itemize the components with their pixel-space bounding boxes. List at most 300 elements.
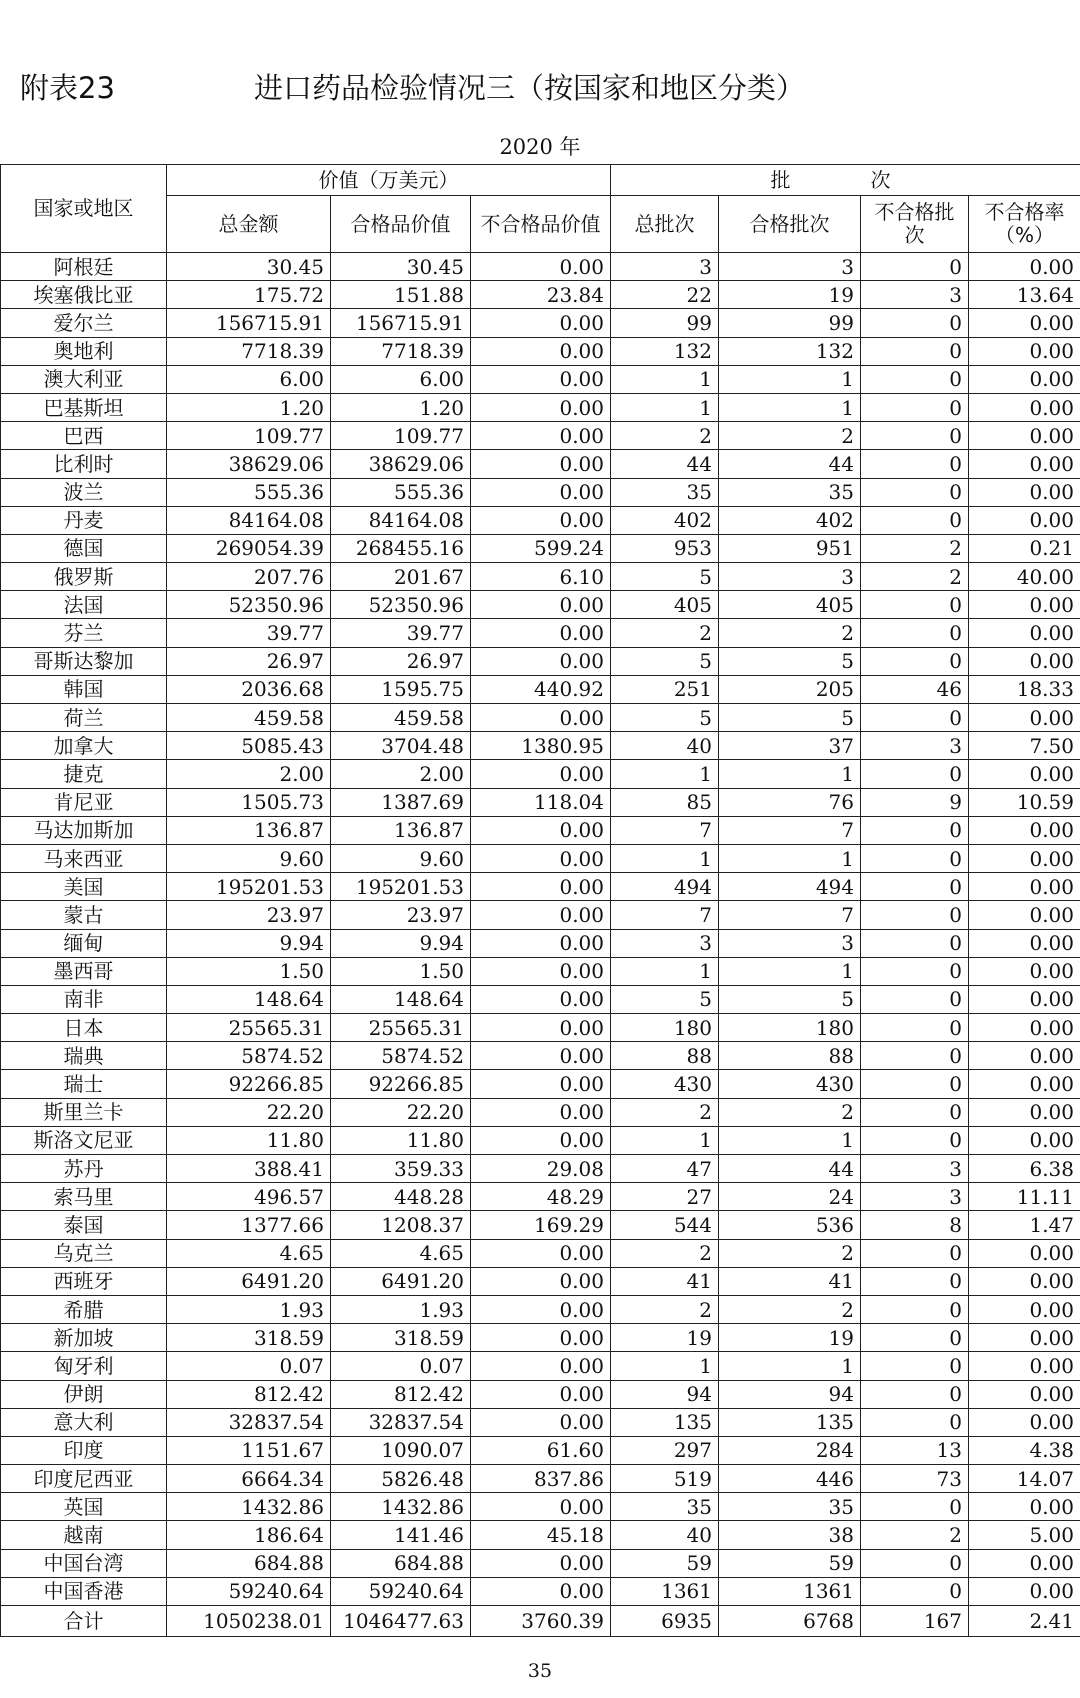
value-cell: 684.88 <box>331 1549 471 1577</box>
value-cell: 5 <box>719 985 861 1013</box>
value-cell: 5874.52 <box>331 1042 471 1070</box>
value-cell: 169.29 <box>471 1211 611 1239</box>
col-header-country: 国家或地区 <box>1 165 167 253</box>
value-cell: 5 <box>719 704 861 732</box>
value-cell: 0.00 <box>471 1042 611 1070</box>
value-cell: 11.80 <box>167 1126 331 1154</box>
table-row <box>1 1577 1080 1605</box>
value-cell: 52350.96 <box>167 591 331 619</box>
col-header-total-amount: 总金额 <box>167 196 331 253</box>
value-cell: 5826.48 <box>331 1465 471 1493</box>
value-cell: 59 <box>611 1549 719 1577</box>
value-cell: 0 <box>861 619 969 647</box>
value-cell: 23.97 <box>331 901 471 929</box>
table-row <box>1 1126 1080 1154</box>
value-cell: 0.00 <box>969 506 1080 534</box>
value-cell: 0.00 <box>471 1380 611 1408</box>
value-cell: 38 <box>719 1521 861 1549</box>
table-row <box>1 1380 1080 1408</box>
value-cell: 0 <box>861 1408 969 1436</box>
value-cell: 48.29 <box>471 1183 611 1211</box>
value-cell: 0.00 <box>471 929 611 957</box>
table-row <box>1 422 1080 450</box>
value-cell: 0 <box>861 873 969 901</box>
col-header-unqualified-batches: 不合格批次 <box>861 196 969 253</box>
value-cell: 0 <box>861 1577 969 1605</box>
value-cell: 1 <box>611 957 719 985</box>
value-cell: 156715.91 <box>167 309 331 337</box>
value-cell: 0.00 <box>969 844 1080 872</box>
value-cell: 0.00 <box>471 873 611 901</box>
table-number: 附表23 <box>20 71 115 105</box>
value-cell: 0 <box>861 704 969 732</box>
table-row <box>1 1042 1080 1070</box>
value-cell: 430 <box>719 1070 861 1098</box>
value-cell: 405 <box>611 591 719 619</box>
value-cell: 4.38 <box>969 1436 1080 1464</box>
country-cell: 希腊 <box>1 1295 167 1323</box>
value-cell: 0.00 <box>471 1070 611 1098</box>
country-cell: 墨西哥 <box>1 957 167 985</box>
table-row <box>1 1239 1080 1267</box>
table-row <box>1 985 1080 1013</box>
value-cell: 195201.53 <box>167 873 331 901</box>
value-cell: 459.58 <box>331 704 471 732</box>
value-cell: 0.00 <box>969 704 1080 732</box>
value-cell: 180 <box>719 1014 861 1042</box>
value-cell: 0.00 <box>471 1267 611 1295</box>
table-row <box>1 1324 1080 1352</box>
value-cell: 7718.39 <box>331 337 471 365</box>
table-row <box>1 281 1080 309</box>
value-cell: 109.77 <box>167 422 331 450</box>
value-cell: 1 <box>719 760 861 788</box>
value-cell: 0.00 <box>471 422 611 450</box>
country-cell: 马达加斯加 <box>1 816 167 844</box>
table-row <box>1 478 1080 506</box>
value-cell: 1387.69 <box>331 788 471 816</box>
table-row <box>1 675 1080 703</box>
value-cell: 555.36 <box>331 478 471 506</box>
value-cell: 88 <box>611 1042 719 1070</box>
value-cell: 1505.73 <box>167 788 331 816</box>
country-cell: 德国 <box>1 534 167 562</box>
value-cell: 175.72 <box>167 281 331 309</box>
value-cell: 13 <box>861 1436 969 1464</box>
value-cell: 92266.85 <box>167 1070 331 1098</box>
value-cell: 0.00 <box>471 309 611 337</box>
value-cell: 0.00 <box>471 393 611 421</box>
value-cell: 402 <box>611 506 719 534</box>
table-row <box>1 957 1080 985</box>
country-cell: 丹麦 <box>1 506 167 534</box>
total-row <box>1 1606 1080 1637</box>
value-cell: 0.00 <box>969 1070 1080 1098</box>
country-cell: 西班牙 <box>1 1267 167 1295</box>
value-cell: 2 <box>861 534 969 562</box>
value-cell: 459.58 <box>167 704 331 732</box>
value-cell: 52350.96 <box>331 591 471 619</box>
table-row <box>1 1493 1080 1521</box>
value-cell: 0 <box>861 844 969 872</box>
value-cell: 9.94 <box>167 929 331 957</box>
value-cell: 0.00 <box>471 253 611 281</box>
value-cell: 0.00 <box>471 1408 611 1436</box>
value-cell: 0.00 <box>471 365 611 393</box>
value-cell: 148.64 <box>167 985 331 1013</box>
value-cell: 0.00 <box>471 1098 611 1126</box>
value-cell: 85 <box>611 788 719 816</box>
value-cell: 40 <box>611 1521 719 1549</box>
value-cell: 318.59 <box>167 1324 331 1352</box>
value-cell: 2.00 <box>167 760 331 788</box>
value-cell: 7 <box>611 901 719 929</box>
value-cell: 30.45 <box>167 253 331 281</box>
table-row <box>1 816 1080 844</box>
value-cell: 0.00 <box>471 901 611 929</box>
value-cell: 0.00 <box>969 1549 1080 1577</box>
country-cell: 蒙古 <box>1 901 167 929</box>
value-cell: 5 <box>611 563 719 591</box>
value-cell: 59 <box>719 1549 861 1577</box>
value-cell: 0 <box>861 393 969 421</box>
value-cell: 6.00 <box>331 365 471 393</box>
value-cell: 2 <box>611 619 719 647</box>
country-cell: 日本 <box>1 1014 167 1042</box>
value-cell: 39.77 <box>331 619 471 647</box>
value-cell: 544 <box>611 1211 719 1239</box>
value-cell: 6664.34 <box>167 1465 331 1493</box>
value-cell: 1 <box>719 365 861 393</box>
table-row <box>1 1295 1080 1323</box>
value-cell: 0.00 <box>969 1408 1080 1436</box>
value-cell: 0.00 <box>471 1493 611 1521</box>
value-cell: 494 <box>719 873 861 901</box>
value-cell: 0.00 <box>471 816 611 844</box>
value-cell: 2 <box>611 422 719 450</box>
table-row <box>1 1267 1080 1295</box>
country-cell: 奥地利 <box>1 337 167 365</box>
country-cell: 捷克 <box>1 760 167 788</box>
country-cell: 印度 <box>1 1436 167 1464</box>
value-cell: 0.07 <box>331 1352 471 1380</box>
value-cell: 7 <box>719 901 861 929</box>
value-cell: 180 <box>611 1014 719 1042</box>
value-cell: 430 <box>611 1070 719 1098</box>
value-cell: 45.18 <box>471 1521 611 1549</box>
value-cell: 141.46 <box>331 1521 471 1549</box>
value-cell: 44 <box>611 450 719 478</box>
value-cell: 2 <box>861 563 969 591</box>
value-cell: 0.00 <box>969 1352 1080 1380</box>
country-cell: 巴西 <box>1 422 167 450</box>
table-row <box>1 365 1080 393</box>
value-cell: 0.00 <box>471 337 611 365</box>
value-cell: 953 <box>611 534 719 562</box>
value-cell: 61.60 <box>471 1436 611 1464</box>
document-header <box>20 68 1060 112</box>
value-cell: 30.45 <box>331 253 471 281</box>
value-cell: 201.67 <box>331 563 471 591</box>
country-cell: 苏丹 <box>1 1155 167 1183</box>
value-cell: 3 <box>611 929 719 957</box>
country-cell: 荷兰 <box>1 704 167 732</box>
value-cell: 4.65 <box>167 1239 331 1267</box>
value-cell: 440.92 <box>471 675 611 703</box>
value-cell: 3 <box>719 929 861 957</box>
value-cell: 19 <box>719 1324 861 1352</box>
table-row <box>1 647 1080 675</box>
value-cell: 0.00 <box>969 1324 1080 1352</box>
value-cell: 7718.39 <box>167 337 331 365</box>
value-cell: 1 <box>611 760 719 788</box>
value-cell: 13.64 <box>969 281 1080 309</box>
value-cell: 11.11 <box>969 1183 1080 1211</box>
value-cell: 2 <box>861 1521 969 1549</box>
value-cell: 23.97 <box>167 901 331 929</box>
value-cell: 11.80 <box>331 1126 471 1154</box>
value-cell: 94 <box>611 1380 719 1408</box>
value-cell: 6.10 <box>471 563 611 591</box>
value-cell: 35 <box>611 478 719 506</box>
value-cell: 297 <box>611 1436 719 1464</box>
country-cell: 马来西亚 <box>1 844 167 872</box>
value-cell: 0.00 <box>969 591 1080 619</box>
value-cell: 268455.16 <box>331 534 471 562</box>
value-cell: 0.21 <box>969 534 1080 562</box>
value-cell: 6935 <box>611 1606 719 1637</box>
value-cell: 536 <box>719 1211 861 1239</box>
value-cell: 1050238.01 <box>167 1606 331 1637</box>
value-cell: 22 <box>611 281 719 309</box>
value-cell: 0.00 <box>969 985 1080 1013</box>
value-cell: 32837.54 <box>167 1408 331 1436</box>
value-cell: 118.04 <box>471 788 611 816</box>
value-cell: 0 <box>861 929 969 957</box>
country-cell: 印度尼西亚 <box>1 1465 167 1493</box>
value-cell: 6.38 <box>969 1155 1080 1183</box>
value-cell: 47 <box>611 1155 719 1183</box>
value-cell: 0 <box>861 1324 969 1352</box>
value-cell: 684.88 <box>167 1549 331 1577</box>
value-cell: 4.65 <box>331 1239 471 1267</box>
value-cell: 136.87 <box>331 816 471 844</box>
country-cell: 澳大利亚 <box>1 365 167 393</box>
value-cell: 1 <box>611 365 719 393</box>
value-cell: 0.00 <box>969 1577 1080 1605</box>
value-cell: 136.87 <box>167 816 331 844</box>
value-cell: 1595.75 <box>331 675 471 703</box>
country-cell: 意大利 <box>1 1408 167 1436</box>
value-cell: 195201.53 <box>331 873 471 901</box>
value-cell: 6.00 <box>167 365 331 393</box>
value-cell: 135 <box>611 1408 719 1436</box>
table-row <box>1 1183 1080 1211</box>
value-cell: 0.07 <box>167 1352 331 1380</box>
value-cell: 3704.48 <box>331 732 471 760</box>
value-cell: 76 <box>719 788 861 816</box>
value-cell: 555.36 <box>167 478 331 506</box>
value-cell: 0 <box>861 901 969 929</box>
value-cell: 24 <box>719 1183 861 1211</box>
value-cell: 2 <box>719 1295 861 1323</box>
value-cell: 402 <box>719 506 861 534</box>
value-cell: 1380.95 <box>471 732 611 760</box>
value-cell: 32837.54 <box>331 1408 471 1436</box>
value-cell: 9.60 <box>167 844 331 872</box>
inspection-table <box>0 164 1080 1637</box>
value-cell: 35 <box>719 478 861 506</box>
table-row <box>1 1465 1080 1493</box>
value-cell: 3 <box>861 281 969 309</box>
value-cell: 3 <box>861 1155 969 1183</box>
value-cell: 9.60 <box>331 844 471 872</box>
table-row <box>1 1211 1080 1239</box>
value-cell: 59240.64 <box>331 1577 471 1605</box>
value-cell: 1 <box>719 844 861 872</box>
value-cell: 1151.67 <box>167 1436 331 1464</box>
value-cell: 0 <box>861 309 969 337</box>
value-cell: 23.84 <box>471 281 611 309</box>
value-cell: 251 <box>611 675 719 703</box>
country-cell: 中国香港 <box>1 1577 167 1605</box>
value-cell: 26.97 <box>331 647 471 675</box>
table-row <box>1 1549 1080 1577</box>
value-cell: 0.00 <box>471 506 611 534</box>
country-cell: 英国 <box>1 1493 167 1521</box>
value-cell: 0 <box>861 760 969 788</box>
value-cell: 318.59 <box>331 1324 471 1352</box>
value-cell: 10.59 <box>969 788 1080 816</box>
value-cell: 0 <box>861 1295 969 1323</box>
table-row <box>1 1070 1080 1098</box>
value-cell: 151.88 <box>331 281 471 309</box>
value-cell: 19 <box>719 281 861 309</box>
value-cell: 1 <box>719 393 861 421</box>
value-cell: 599.24 <box>471 534 611 562</box>
value-cell: 0.00 <box>471 647 611 675</box>
value-cell: 39.77 <box>167 619 331 647</box>
country-cell: 埃塞俄比亚 <box>1 281 167 309</box>
value-cell: 5085.43 <box>167 732 331 760</box>
value-cell: 1208.37 <box>331 1211 471 1239</box>
value-cell: 812.42 <box>331 1380 471 1408</box>
value-cell: 2 <box>719 1098 861 1126</box>
value-cell: 22.20 <box>167 1098 331 1126</box>
value-cell: 14.07 <box>969 1465 1080 1493</box>
table-row <box>1 253 1080 281</box>
country-cell: 芬兰 <box>1 619 167 647</box>
value-cell: 0.00 <box>471 704 611 732</box>
value-cell: 207.76 <box>167 563 331 591</box>
value-cell: 0.00 <box>969 1295 1080 1323</box>
country-cell: 韩国 <box>1 675 167 703</box>
country-cell: 索马里 <box>1 1183 167 1211</box>
value-cell: 0.00 <box>471 1239 611 1267</box>
value-cell: 2 <box>611 1239 719 1267</box>
value-cell: 2 <box>719 619 861 647</box>
value-cell: 0.00 <box>969 760 1080 788</box>
table-header <box>1 165 1080 253</box>
value-cell: 1377.66 <box>167 1211 331 1239</box>
value-cell: 0.00 <box>969 619 1080 647</box>
value-cell: 519 <box>611 1465 719 1493</box>
country-cell: 匈牙利 <box>1 1352 167 1380</box>
value-cell: 3 <box>611 253 719 281</box>
value-cell: 2 <box>611 1295 719 1323</box>
col-header-unqualified-value: 不合格品价值 <box>471 196 611 253</box>
country-cell: 爱尔兰 <box>1 309 167 337</box>
value-cell: 1361 <box>611 1577 719 1605</box>
value-cell: 0 <box>861 647 969 675</box>
value-cell: 0 <box>861 1352 969 1380</box>
col-header-total-batches: 总批次 <box>611 196 719 253</box>
value-cell: 0.00 <box>969 1380 1080 1408</box>
value-cell: 7 <box>719 816 861 844</box>
value-cell: 1.47 <box>969 1211 1080 1239</box>
value-cell: 0 <box>861 506 969 534</box>
value-cell: 0 <box>861 337 969 365</box>
value-cell: 205 <box>719 675 861 703</box>
value-cell: 22.20 <box>331 1098 471 1126</box>
value-cell: 0.00 <box>471 1014 611 1042</box>
value-cell: 59240.64 <box>167 1577 331 1605</box>
value-cell: 186.64 <box>167 1521 331 1549</box>
value-cell: 2 <box>611 1098 719 1126</box>
value-cell: 0.00 <box>471 1295 611 1323</box>
value-cell: 135 <box>719 1408 861 1436</box>
value-cell: 35 <box>611 1493 719 1521</box>
value-cell: 40.00 <box>969 563 1080 591</box>
country-cell: 法国 <box>1 591 167 619</box>
value-cell: 0 <box>861 478 969 506</box>
country-cell: 斯里兰卡 <box>1 1098 167 1126</box>
value-cell: 0.00 <box>969 901 1080 929</box>
value-cell: 1 <box>611 1352 719 1380</box>
value-cell: 0.00 <box>969 873 1080 901</box>
value-cell: 0.00 <box>969 1239 1080 1267</box>
value-cell: 0 <box>861 1070 969 1098</box>
value-cell: 1090.07 <box>331 1436 471 1464</box>
value-cell: 359.33 <box>331 1155 471 1183</box>
col-header-qualified-batches: 合格批次 <box>719 196 861 253</box>
country-cell: 越南 <box>1 1521 167 1549</box>
value-cell: 3 <box>861 1183 969 1211</box>
value-cell: 0 <box>861 1549 969 1577</box>
value-cell: 41 <box>611 1267 719 1295</box>
value-cell: 25565.31 <box>167 1014 331 1042</box>
value-cell: 1.20 <box>167 393 331 421</box>
table-row <box>1 1521 1080 1549</box>
value-cell: 0.00 <box>471 1324 611 1352</box>
value-cell: 0 <box>861 985 969 1013</box>
value-cell: 109.77 <box>331 422 471 450</box>
value-cell: 0.00 <box>471 1126 611 1154</box>
value-cell: 388.41 <box>167 1155 331 1183</box>
value-cell: 0 <box>861 1493 969 1521</box>
value-cell: 494 <box>611 873 719 901</box>
value-cell: 44 <box>719 450 861 478</box>
value-cell: 1.93 <box>331 1295 471 1323</box>
col-header-unqualified-rate: 不合格率（%） <box>969 196 1080 253</box>
value-cell: 3760.39 <box>471 1606 611 1637</box>
country-cell: 瑞典 <box>1 1042 167 1070</box>
country-cell: 哥斯达黎加 <box>1 647 167 675</box>
value-cell: 1432.86 <box>331 1493 471 1521</box>
value-cell: 0.00 <box>471 957 611 985</box>
table-row <box>1 929 1080 957</box>
value-cell: 7.50 <box>969 732 1080 760</box>
